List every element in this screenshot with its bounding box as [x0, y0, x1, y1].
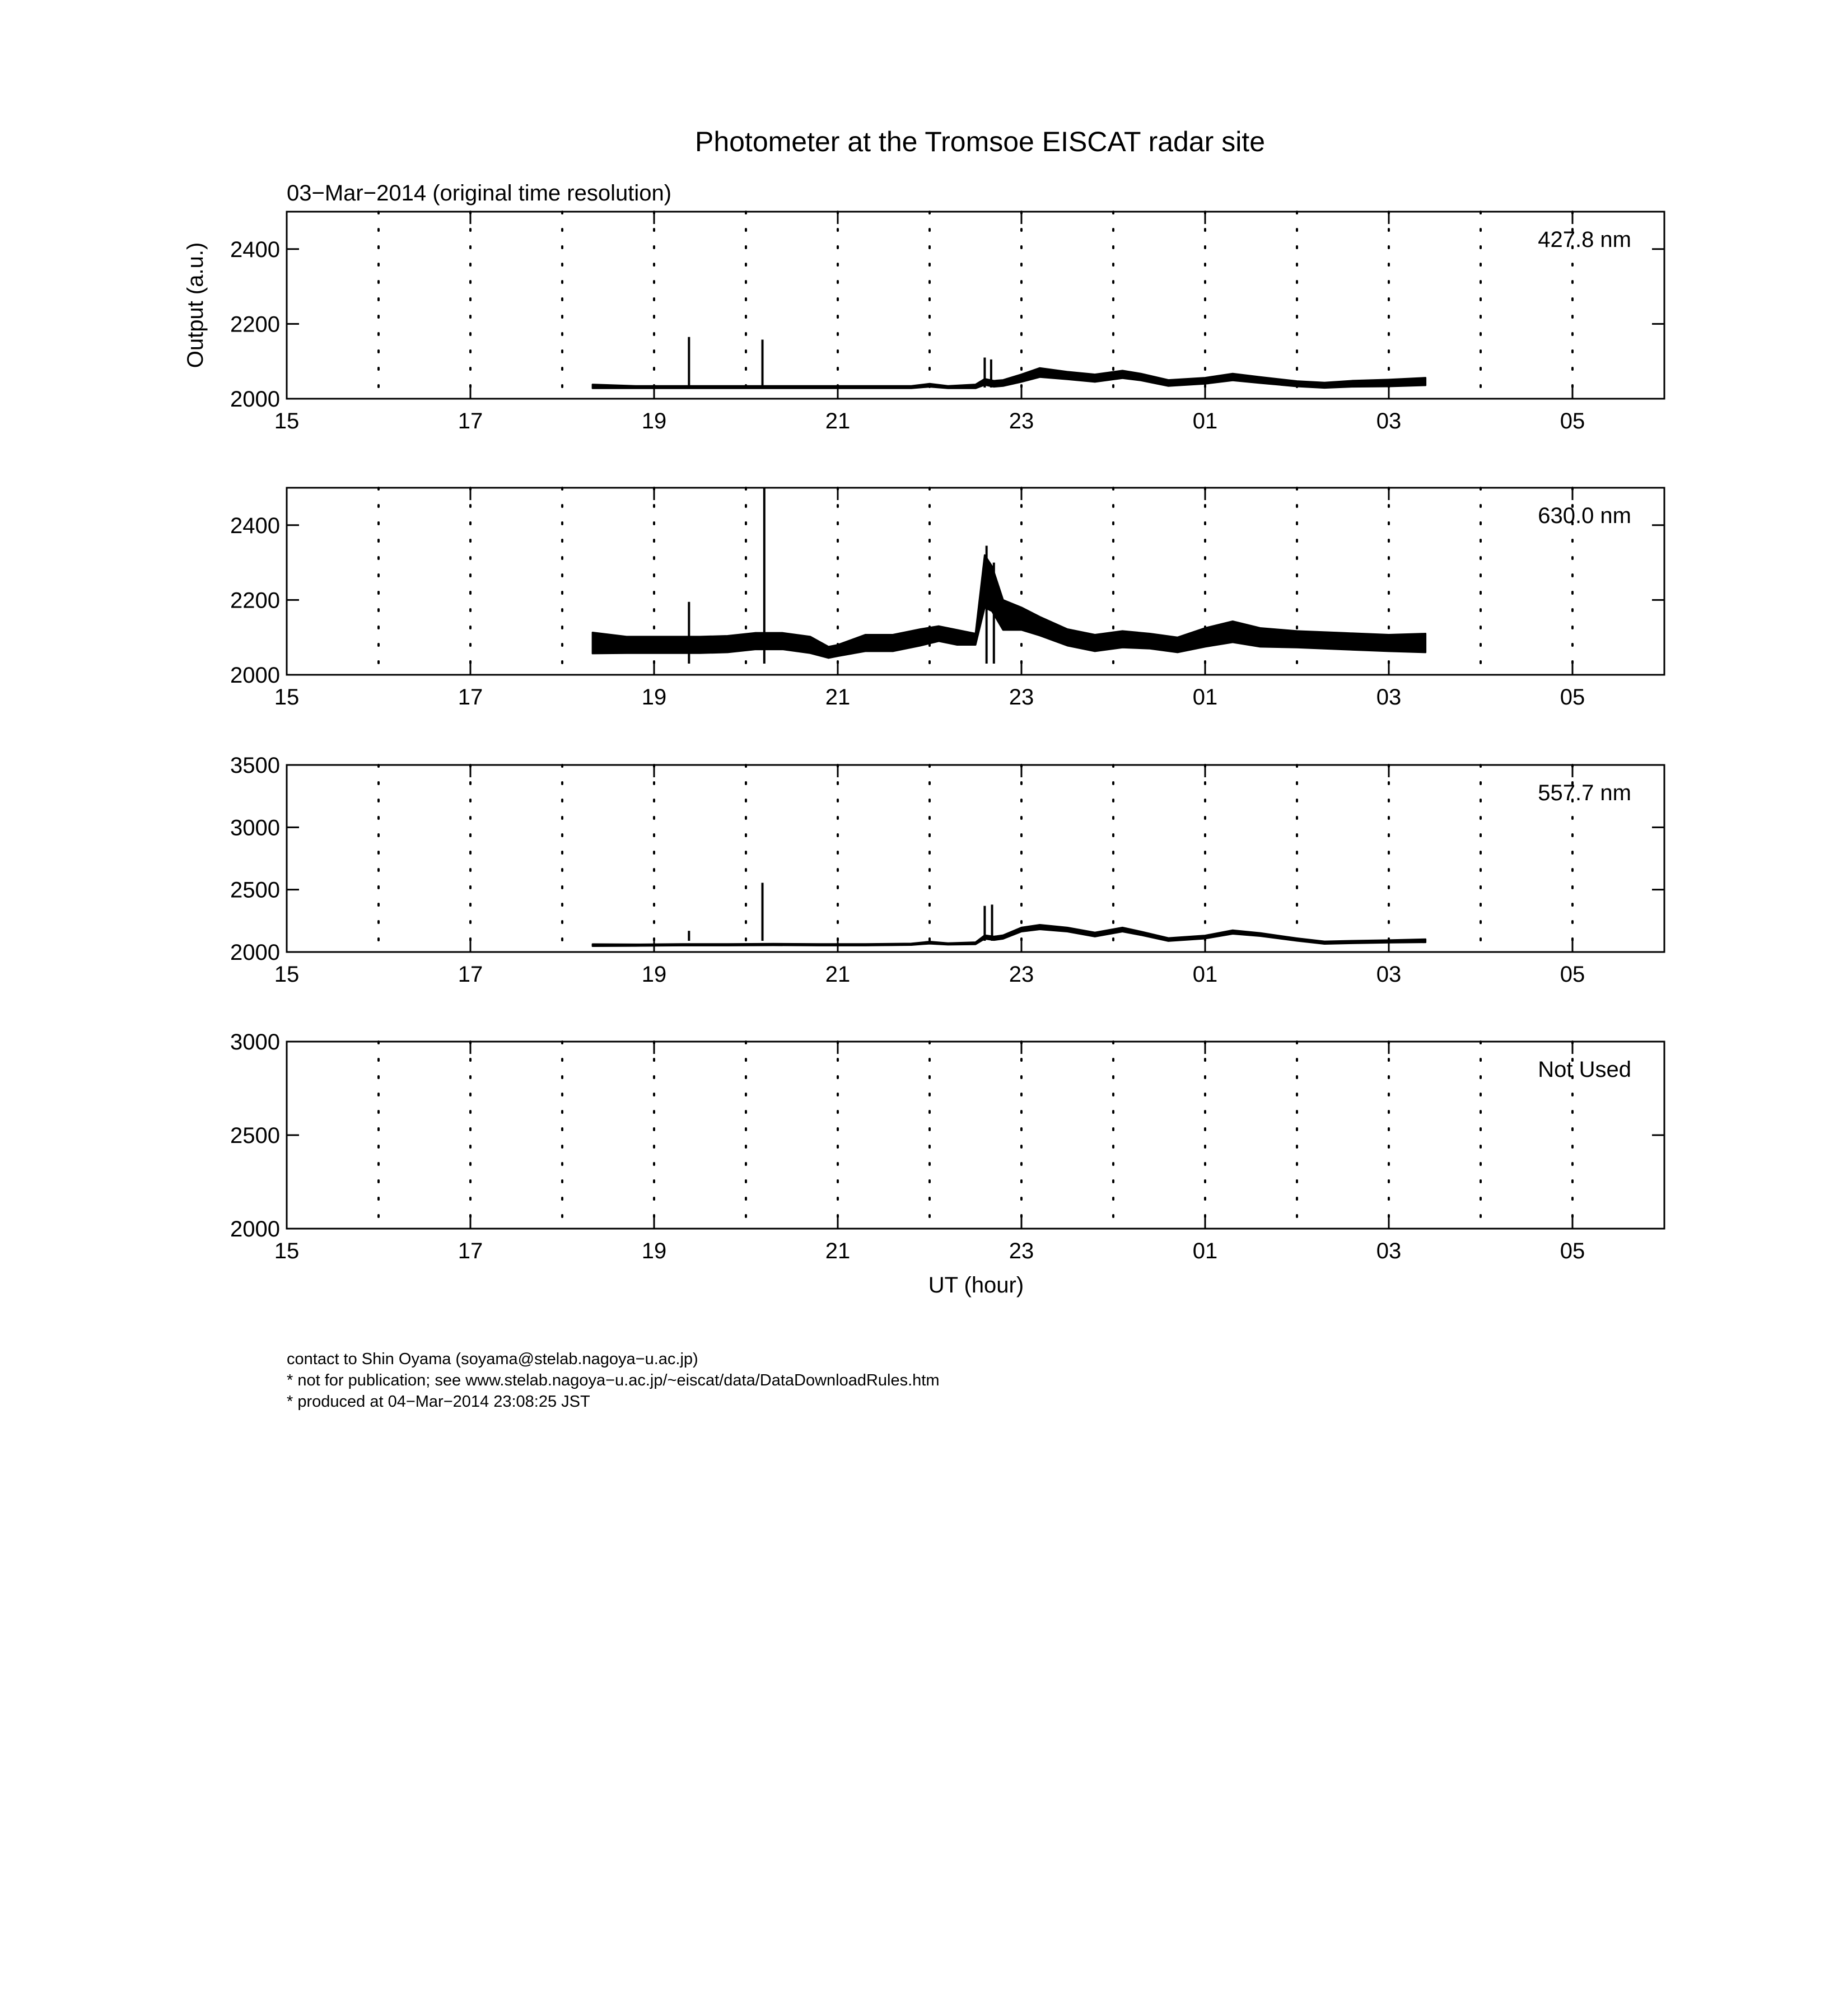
x-tick-label: 21: [825, 685, 851, 710]
figure-subtitle: 03−Mar−2014 (original time resolution): [287, 181, 672, 206]
channel-label: Not Used: [1538, 1057, 1631, 1082]
x-tick-label: 15: [274, 1239, 300, 1263]
x-tick-label: 01: [1192, 409, 1218, 433]
y-tick-label: 2500: [230, 1123, 280, 1148]
x-tick-label: 05: [1560, 409, 1585, 433]
x-tick-label: 21: [825, 409, 851, 433]
y-tick-label: 2000: [230, 387, 280, 412]
x-tick-label: 05: [1560, 1239, 1585, 1263]
y-tick-label: 2000: [230, 663, 280, 688]
x-tick-label: 03: [1376, 409, 1402, 433]
x-tick-label: 03: [1376, 1239, 1402, 1263]
x-tick-label: 23: [1009, 409, 1034, 433]
x-tick-label: 23: [1009, 1239, 1034, 1263]
y-axis-label: Output (a.u.): [183, 242, 208, 368]
footer-publication-note: * not for publication; see www.stelab.nagoya−u.ac.jp/~eiscat/data/DataDownloadRules.htm: [287, 1371, 940, 1389]
x-tick-label: 05: [1560, 685, 1585, 710]
figure-title: Photometer at the Tromsoe EISCAT radar site: [694, 126, 1266, 157]
x-tick-label: 03: [1376, 685, 1402, 710]
x-tick-label: 01: [1192, 962, 1218, 987]
channel-label: 557.7 nm: [1538, 781, 1631, 805]
footer-contact: contact to Shin Oyama (soyama@stelab.nagoya−u.ac.jp): [287, 1350, 698, 1368]
y-tick-label: 2500: [230, 878, 280, 903]
x-tick-label: 17: [458, 962, 483, 987]
x-tick-label: 19: [641, 962, 667, 987]
x-tick-label: 05: [1560, 962, 1585, 987]
x-axis-label: UT (hour): [928, 1273, 1024, 1298]
channel-label: 427.8 nm: [1538, 227, 1631, 252]
footer-produced-timestamp: * produced at 04−Mar−2014 23:08:25 JST: [287, 1393, 590, 1411]
x-tick-label: 23: [1009, 685, 1034, 710]
x-tick-label: 03: [1376, 962, 1402, 987]
x-tick-label: 21: [825, 962, 851, 987]
x-tick-label: 19: [641, 1239, 667, 1263]
x-tick-label: 19: [641, 409, 667, 433]
y-tick-label: 2200: [230, 312, 280, 337]
y-tick-label: 2200: [230, 588, 280, 613]
x-tick-label: 01: [1192, 685, 1218, 710]
x-tick-label: 01: [1192, 1239, 1218, 1263]
y-tick-label: 2400: [230, 513, 280, 538]
x-tick-label: 17: [458, 1239, 483, 1263]
channel-label: 630.0 nm: [1538, 503, 1631, 528]
x-tick-label: 19: [641, 685, 667, 710]
x-tick-label: 15: [274, 685, 300, 710]
y-tick-label: 3500: [230, 753, 280, 778]
x-tick-label: 15: [274, 962, 300, 987]
y-tick-label: 2000: [230, 940, 280, 965]
x-tick-label: 15: [274, 409, 300, 433]
x-tick-label: 17: [458, 685, 483, 710]
x-tick-label: 23: [1009, 962, 1034, 987]
x-tick-label: 21: [825, 1239, 851, 1263]
y-tick-label: 2000: [230, 1217, 280, 1242]
y-tick-label: 2400: [230, 237, 280, 262]
x-tick-label: 17: [458, 409, 483, 433]
y-tick-label: 3000: [230, 1030, 280, 1054]
y-tick-label: 3000: [230, 815, 280, 841]
